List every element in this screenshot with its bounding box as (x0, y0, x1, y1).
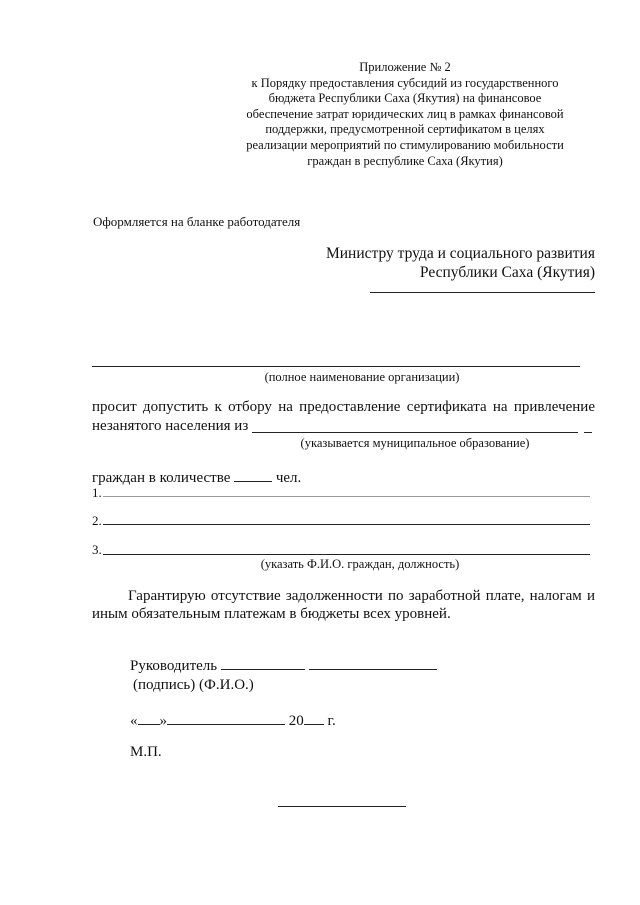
citizen-item-1-number: 1. (92, 485, 102, 500)
addressee-line1: Министру труда и социального развития (325, 245, 595, 262)
appendix-line: обеспечение затрат юридических лиц в рамках финансовой (246, 106, 564, 121)
organization-name-line (92, 366, 580, 367)
date-row (130, 710, 336, 730)
citizens-count-row (92, 467, 301, 487)
citizen-item-3-number: 3. (92, 542, 102, 557)
citizen-item-3-line (103, 554, 590, 555)
addressee-block (326, 244, 595, 282)
appendix-line: Приложение № 2 (359, 60, 451, 74)
municipality-caption: (указывается муниципальное образование) (300, 436, 530, 450)
date-close-quote: » (159, 713, 167, 729)
municipality-line-end (584, 432, 592, 433)
head-label: Руководитель (130, 658, 218, 674)
date-open-quote: « (130, 713, 138, 729)
month-blank (167, 710, 285, 725)
municipality-line (252, 432, 578, 433)
addressee-line2: Республики Саха (Якутия) (419, 264, 595, 281)
appendix-line: к Порядку предоставления субсидий из государственного (251, 75, 559, 90)
citizens-caption: (указать Ф.И.О. граждан, должность) (260, 557, 460, 571)
bottom-line (278, 806, 406, 807)
appendix-line: граждан в республике Саха (Якутия) (307, 153, 503, 168)
appendix-line: реализации мероприятий по стимулированию мобильности (246, 137, 564, 152)
full-name-blank (309, 655, 437, 670)
citizen-item-2-number: 2. (92, 513, 102, 528)
organization-caption: (полное наименование организации) (264, 370, 460, 384)
appendix-line: бюджета Республики Саха (Якутия) на финансовое (268, 91, 542, 106)
citizens-count-blank (234, 467, 272, 482)
signature-blank (221, 655, 305, 670)
form-note: Оформляется на бланке работодателя (93, 214, 301, 229)
addressee-blank-line (370, 292, 595, 293)
signature-row (130, 655, 437, 675)
request-line1: просит допустить к отбору на предоставление сертификата на привлечение (92, 399, 595, 415)
day-blank (138, 710, 160, 725)
signature-caption: (подпись) (Ф.И.О.) (133, 677, 254, 693)
citizens-suffix: чел. (275, 470, 302, 486)
year-prefix: 20 (288, 713, 304, 729)
guarantee-line1: Гарантирую отсутствие задолженности по заработной плате, налогам и (128, 588, 595, 604)
request-line2-prefix: незанятого населения из (92, 418, 249, 434)
citizen-item-2-line (103, 524, 590, 525)
citizen-item-1-line (103, 496, 590, 497)
appendix-header (240, 60, 570, 169)
citizens-prefix: граждан в количестве (92, 470, 231, 486)
guarantee-line2: иным обязательным платежам в бюджеты всех уровней. (92, 606, 451, 622)
appendix-line: поддержки, предусмотренной сертификатом в целях (265, 122, 545, 137)
year-blank (304, 710, 324, 725)
year-suffix: г. (327, 713, 336, 729)
stamp-place: М.П. (130, 744, 162, 760)
